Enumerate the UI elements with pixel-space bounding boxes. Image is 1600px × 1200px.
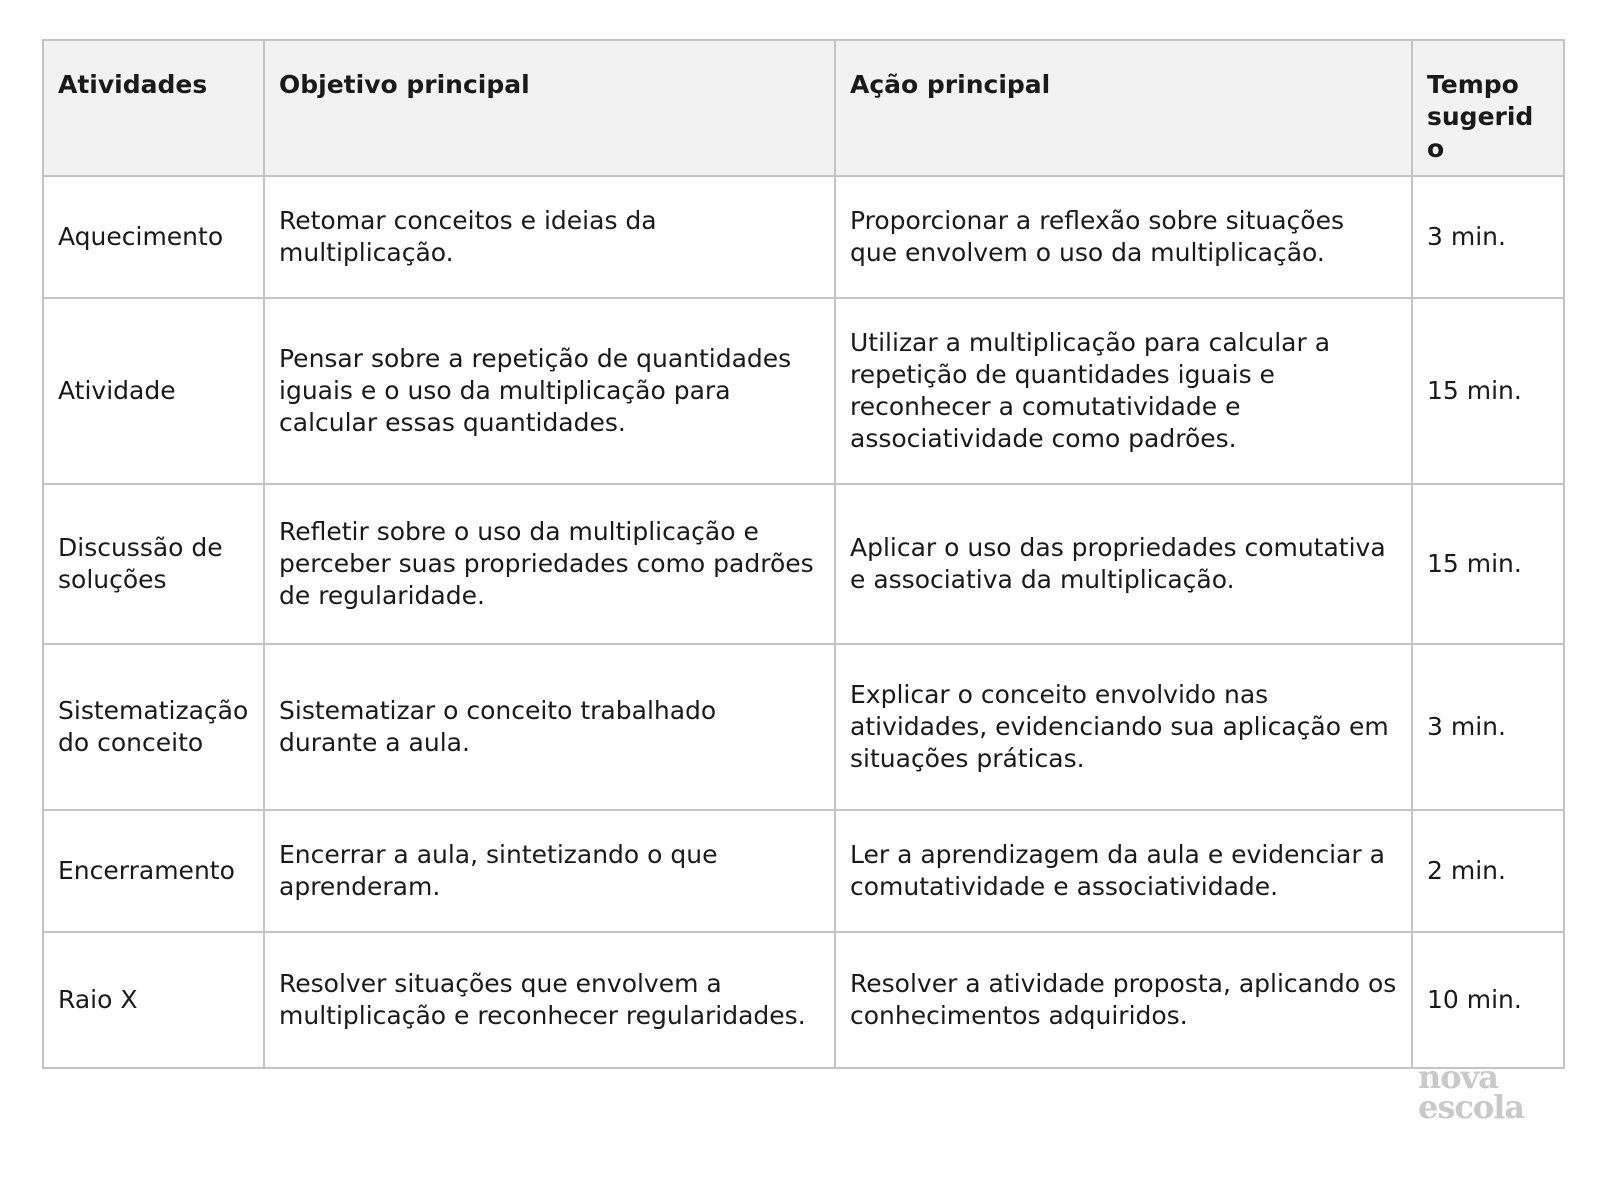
header-tempo: Tempo sugerido (1412, 40, 1564, 176)
lesson-plan-table (42, 39, 1565, 1069)
cell-tempo: 3 min. (1412, 176, 1564, 298)
cell-tempo: 2 min. (1412, 810, 1564, 932)
cell-objetivo: Sistematizar o conceito trabalhado durante a aula. (264, 644, 835, 810)
cell-tempo: 10 min. (1412, 932, 1564, 1068)
cell-tempo: 15 min. (1412, 298, 1564, 484)
header-row (43, 40, 1564, 176)
table-row (43, 298, 1564, 484)
cell-acao: Proporcionar a reflexão sobre situações que envolvem o uso da multiplicação. (835, 176, 1412, 298)
table-row (43, 644, 1564, 810)
cell-acao: Aplicar o uso das propriedades comutativa e associativa da multiplicação. (835, 484, 1412, 644)
cell-atividade: Discussão de soluções (43, 484, 264, 644)
table-header (43, 40, 1564, 176)
table-row (43, 932, 1564, 1068)
cell-objetivo: Encerrar a aula, sintetizando o que aprenderam. (264, 810, 835, 932)
cell-atividade: Raio X (43, 932, 264, 1068)
cell-acao: Explicar o conceito envolvido nas atividades, evidenciando sua aplicação em situações práticas. (835, 644, 1412, 810)
header-acao: Ação principal (835, 40, 1412, 176)
cell-acao: Ler a aprendizagem da aula e evidenciar a comutatividade e associatividade. (835, 810, 1412, 932)
nova-escola-logo (1418, 1058, 1538, 1126)
cell-atividade: Aquecimento (43, 176, 264, 298)
cell-tempo: 3 min. (1412, 644, 1564, 810)
table-row (43, 810, 1564, 932)
table-row (43, 176, 1564, 298)
cell-objetivo: Resolver situações que envolvem a multiplicação e reconhecer regularidades. (264, 932, 835, 1068)
logo-line-nova: nova (1418, 1058, 1498, 1096)
header-objetivo: Objetivo principal (264, 40, 835, 176)
cell-objetivo: Retomar conceitos e ideias da multiplicação. (264, 176, 835, 298)
cell-acao: Utilizar a multiplicação para calcular a repetição de quantidades iguais e reconhecer a comutatividade e associatividade como padrões. (835, 298, 1412, 484)
table-row (43, 484, 1564, 644)
cell-atividade: Atividade (43, 298, 264, 484)
cell-acao: Resolver a atividade proposta, aplicando os conhecimentos adquiridos. (835, 932, 1412, 1068)
cell-objetivo: Refletir sobre o uso da multiplicação e perceber suas propriedades como padrões de regularidade. (264, 484, 835, 644)
cell-tempo: 15 min. (1412, 484, 1564, 644)
table-body (43, 176, 1564, 1068)
header-atividades: Atividades (43, 40, 264, 176)
cell-atividade: Sistematização do conceito (43, 644, 264, 810)
cell-atividade: Encerramento (43, 810, 264, 932)
cell-objetivo: Pensar sobre a repetição de quantidades iguais e o uso da multiplicação para calcular essas quantidades. (264, 298, 835, 484)
logo-line-escola: escola (1418, 1088, 1525, 1126)
